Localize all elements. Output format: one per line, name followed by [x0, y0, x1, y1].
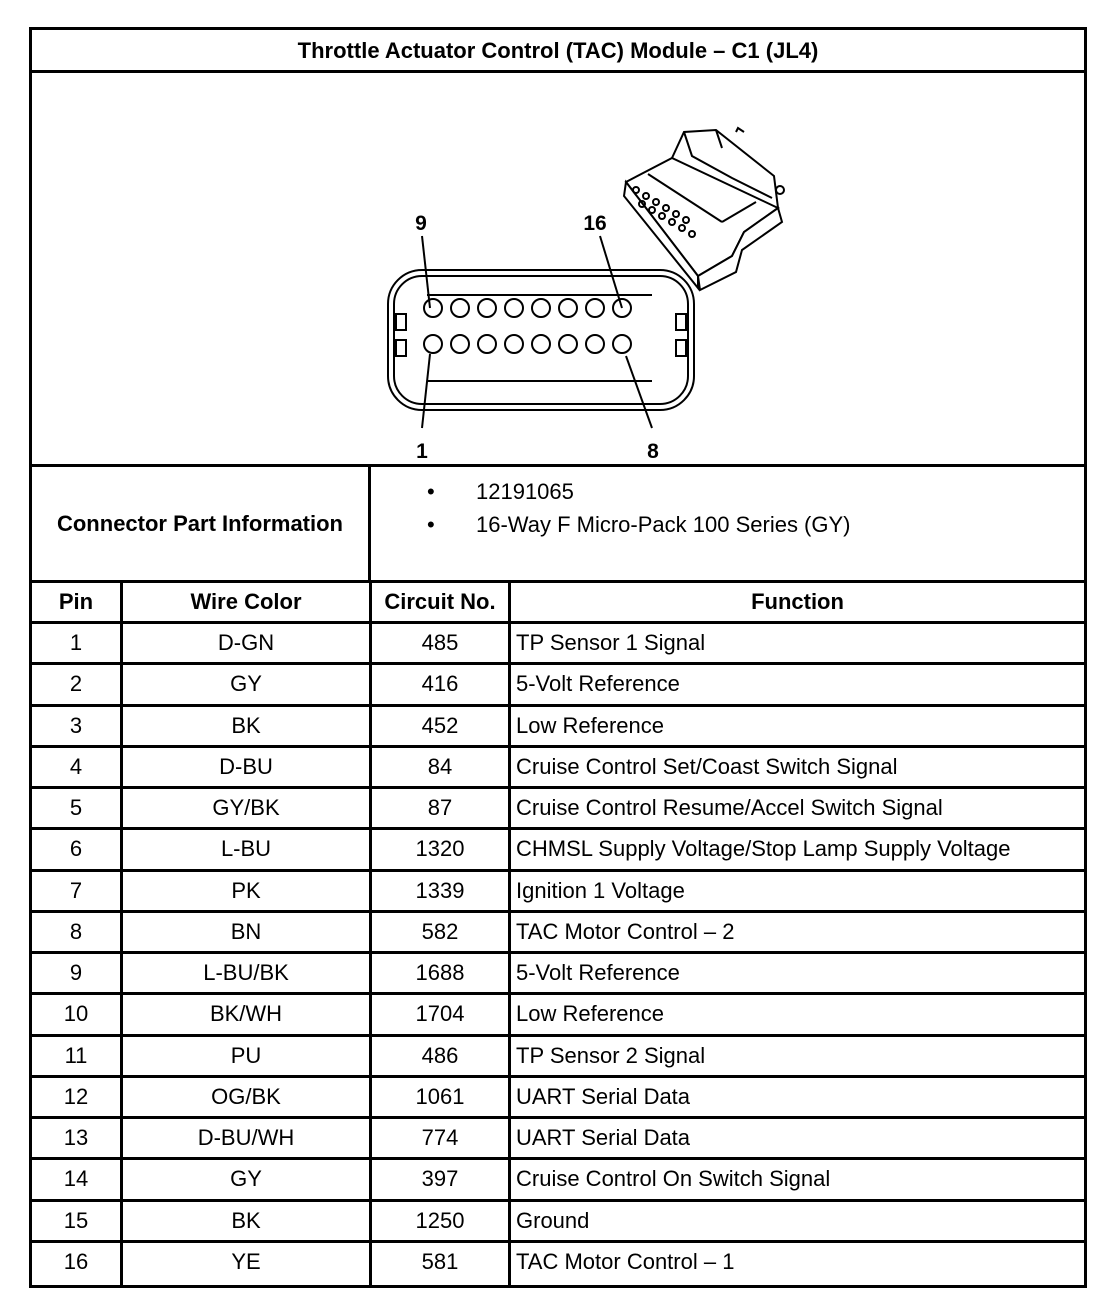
- wire-color-cell: PK: [231, 878, 261, 903]
- header-wire-color: Wire Color: [190, 589, 302, 614]
- table-row: [32, 748, 1084, 789]
- table-row: [32, 954, 1084, 995]
- pin-cell: 9: [69, 960, 83, 985]
- circuit-cell: 1320: [415, 836, 465, 861]
- circuit-cell: 1250: [415, 1208, 465, 1233]
- function-cell: Cruise Control On Switch Signal: [516, 1166, 831, 1191]
- wire-color-cell: D-BU/WH: [197, 1125, 295, 1150]
- pin-cell: 10: [63, 1001, 89, 1026]
- page-title: Throttle Actuator Control (TAC) Module – C1 (JL4): [297, 38, 819, 63]
- table-row: [32, 1202, 1084, 1243]
- function-cell: TAC Motor Control – 2: [516, 919, 735, 944]
- row-divider: [32, 1034, 1084, 1037]
- pin-cavity: [559, 299, 577, 317]
- table-row: [32, 1119, 1084, 1160]
- table-row: [32, 624, 1084, 665]
- circuit-cell: 582: [421, 919, 459, 944]
- row-divider: [32, 992, 1084, 995]
- row-divider: [32, 786, 1084, 789]
- row-divider: [32, 827, 1084, 830]
- function-cell: UART Serial Data: [516, 1084, 691, 1109]
- pin-cell: 12: [63, 1084, 89, 1109]
- circuit-cell: 1339: [415, 878, 465, 903]
- function-cell: Cruise Control Resume/Accel Switch Signal: [516, 795, 943, 820]
- function-cell: TP Sensor 2 Signal: [516, 1043, 706, 1068]
- pin-cell: 1: [69, 630, 83, 655]
- wire-color-cell: L-BU: [220, 836, 272, 861]
- function-cell: TP Sensor 1 Signal: [516, 630, 706, 655]
- pin-label-1: 1: [416, 440, 428, 463]
- row-divider: [32, 745, 1084, 748]
- pin-cell: 3: [69, 713, 83, 738]
- circuit-cell: 87: [427, 795, 453, 820]
- wire-color-cell: BK: [231, 713, 261, 738]
- function-cell: Ground: [516, 1208, 590, 1233]
- connector-part-number: 12191065: [476, 479, 574, 504]
- pin-cell: 16: [63, 1249, 89, 1274]
- column-divider: [120, 583, 123, 1285]
- table-row: [32, 707, 1084, 748]
- circuit-cell: 1061: [415, 1084, 465, 1109]
- circuit-cell: 1688: [415, 960, 465, 985]
- pin-label-8: 8: [647, 440, 659, 463]
- wire-color-cell: YE: [231, 1249, 261, 1274]
- connector-3d-icon: [624, 128, 784, 290]
- row-divider: [32, 662, 1084, 665]
- wire-color-cell: GY: [230, 1166, 262, 1191]
- bullet-icon: •: [427, 512, 435, 537]
- row-divider: [32, 1075, 1084, 1078]
- pin-cell: 6: [69, 836, 83, 861]
- header-circuit-no: Circuit No.: [384, 589, 496, 614]
- pin-cell: 2: [69, 671, 83, 696]
- pin-cavity: [451, 335, 469, 353]
- column-divider: [369, 583, 372, 1285]
- diagram-svg: [32, 72, 1084, 464]
- function-cell: Ignition 1 Voltage: [516, 878, 685, 903]
- divider: [368, 467, 371, 583]
- pin-cell: 7: [69, 878, 83, 903]
- row-divider: [32, 621, 1084, 624]
- function-cell: Low Reference: [516, 713, 664, 738]
- pin-cavity: [586, 299, 604, 317]
- pin-cavity: [613, 335, 631, 353]
- circuit-cell: 416: [421, 671, 459, 696]
- row-divider: [32, 1116, 1084, 1119]
- table-row: [32, 995, 1084, 1036]
- table-row: [32, 913, 1084, 954]
- table-row: [32, 1037, 1084, 1078]
- pin-cell: 13: [63, 1125, 89, 1150]
- connector-diagram: [32, 72, 1084, 464]
- wire-color-cell: PU: [230, 1043, 262, 1068]
- table-row: [32, 665, 1084, 706]
- function-cell: UART Serial Data: [516, 1125, 691, 1150]
- pin-cell: 4: [69, 754, 83, 779]
- row-divider: [32, 1157, 1084, 1160]
- pin-cavity: [532, 335, 550, 353]
- pin-cell: 15: [63, 1208, 89, 1233]
- bullet-icon: •: [427, 479, 435, 504]
- row-divider: [32, 704, 1084, 707]
- pin-cavity: [505, 299, 523, 317]
- circuit-cell: 486: [421, 1043, 459, 1068]
- wire-color-cell: OG/BK: [211, 1084, 281, 1109]
- table-row: [32, 1078, 1084, 1119]
- circuit-cell: 774: [421, 1125, 459, 1150]
- wire-color-cell: D-GN: [217, 630, 275, 655]
- row-divider: [32, 1240, 1084, 1243]
- pin-cavity: [478, 335, 496, 353]
- pin-cavity: [424, 299, 442, 317]
- circuit-cell: 452: [421, 713, 459, 738]
- pin-cavity: [505, 335, 523, 353]
- pin-label-16: 16: [583, 212, 607, 235]
- circuit-cell: 485: [421, 630, 459, 655]
- table-row: [32, 830, 1084, 871]
- connector-face-icon: [388, 270, 694, 410]
- pin-cavity: [532, 299, 550, 317]
- pin-cavity: [451, 299, 469, 317]
- pin-cell: 8: [69, 919, 83, 944]
- row-divider: [32, 1199, 1084, 1202]
- wire-color-cell: D-BU: [219, 754, 273, 779]
- connector-info-label: Connector Part Information: [56, 510, 343, 536]
- function-cell: TAC Motor Control – 1: [516, 1249, 735, 1274]
- pin-cell: 5: [69, 795, 83, 820]
- pin-cell: 11: [64, 1043, 88, 1068]
- pin-cell: 14: [63, 1166, 89, 1191]
- pin-cavity: [559, 335, 577, 353]
- table-row: [32, 872, 1084, 913]
- header-pin: Pin: [58, 589, 94, 614]
- circuit-cell: 397: [421, 1166, 459, 1191]
- wire-color-cell: GY/BK: [212, 795, 280, 820]
- function-cell: Cruise Control Set/Coast Switch Signal: [516, 754, 898, 779]
- pin-label-9: 9: [415, 212, 427, 235]
- table-row: [32, 1160, 1084, 1201]
- pin-cavities: [424, 299, 631, 353]
- row-divider: [32, 910, 1084, 913]
- circuit-cell: 581: [421, 1249, 459, 1274]
- pin-cavity: [478, 299, 496, 317]
- function-cell: 5-Volt Reference: [516, 960, 680, 985]
- pin-cavity: [586, 335, 604, 353]
- wire-color-cell: L-BU/BK: [203, 960, 289, 985]
- header-function: Function: [751, 589, 844, 614]
- table-row: [32, 1243, 1084, 1284]
- connector-description: 16-Way F Micro-Pack 100 Series (GY): [476, 512, 851, 537]
- pin-cavity: [424, 335, 442, 353]
- function-cell: Low Reference: [516, 1001, 664, 1026]
- function-cell: CHMSL Supply Voltage/Stop Lamp Supply Voltage: [516, 836, 1011, 861]
- table-row: [32, 789, 1084, 830]
- wire-color-cell: BN: [230, 919, 262, 944]
- circuit-cell: 1704: [415, 1001, 465, 1026]
- wire-color-cell: BK: [231, 1208, 261, 1233]
- function-cell: 5-Volt Reference: [516, 671, 680, 696]
- wire-color-cell: GY: [230, 671, 262, 696]
- row-divider: [32, 869, 1084, 872]
- column-divider: [508, 583, 511, 1285]
- circuit-cell: 84: [427, 754, 453, 779]
- row-divider: [32, 951, 1084, 954]
- pin-leader-lines: [422, 236, 652, 428]
- wire-color-cell: BK/WH: [209, 1001, 283, 1026]
- connector-sheet: [29, 27, 1087, 1288]
